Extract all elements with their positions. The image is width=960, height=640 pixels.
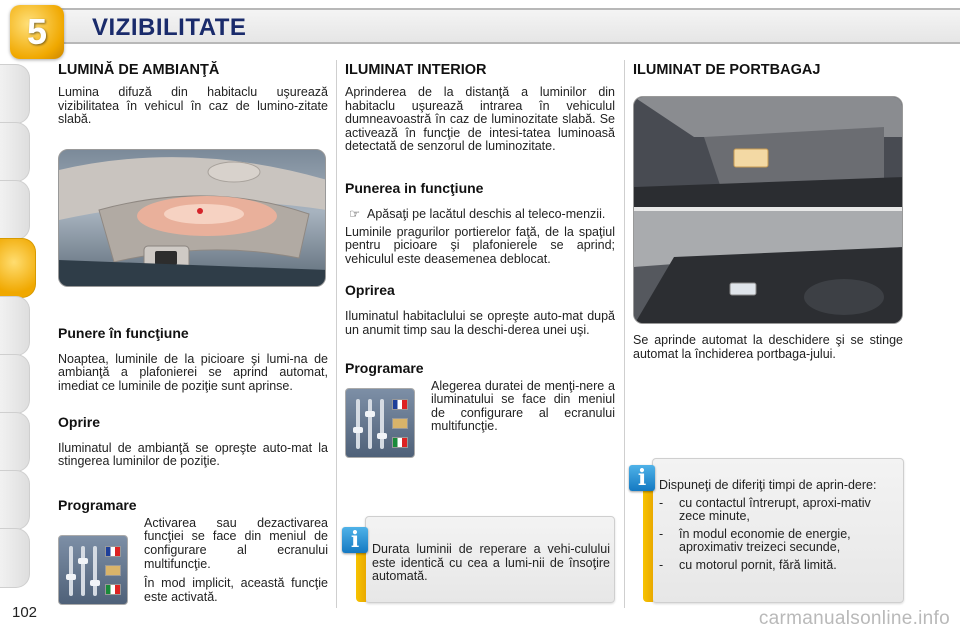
interior-info-text: Durata luminii de reperare a vehi-culului este identică cu cea a lumi-nii de însoţire automată. [372, 542, 610, 584]
list-item [659, 559, 897, 573]
pointing-hand-icon: ☞ [349, 206, 361, 221]
column-divider [336, 60, 337, 608]
ambient-on-title: Punere în funcţiune [58, 324, 189, 341]
ceiling-light-photo [58, 149, 326, 287]
trunk-light-title: ILUMINAT DE PORTBAGAJ [633, 62, 821, 78]
interior-info-box [350, 516, 615, 603]
ambient-light-intro: Lumina difuză din habitaclu uşurează vizibilitatea în vehicul în caz de lumino-zitate slabă. [58, 85, 328, 127]
interior-off-title: Oprirea [345, 282, 395, 299]
ceiling-light-illustration [59, 150, 326, 287]
chapter-tab[interactable] [0, 470, 30, 530]
chapter-tab[interactable] [0, 122, 30, 182]
interior-prog-title: Programare [345, 359, 424, 376]
trunk-light-photo [633, 96, 903, 324]
interior-bullet [345, 208, 615, 222]
trunk-info-title: Dispuneţi de diferiţi timpi de aprin-dere: [659, 478, 877, 492]
page-number: 102 [12, 604, 38, 621]
info-icon: i [629, 465, 655, 491]
interior-light-column [345, 56, 615, 458]
list-item-text: cu contactul întrerupt, aproxi-mativ zece minute, [679, 495, 871, 524]
interior-prog-block [345, 380, 615, 458]
chapter-tab[interactable] [0, 412, 30, 472]
chapter-tab[interactable] [0, 528, 30, 588]
chapter-tab-active[interactable] [0, 238, 36, 298]
ambient-prog-title: Programare [58, 496, 137, 513]
interior-light-intro: Aprinderea de la distanţă a luminilor din habitaclu uşurează intrarea în vehiculul dumneavoastră în caz de luminozitate slabă. Se activează în funcţie de intesi-tatea luminoasă detectată de senzorul de luminozitate. [345, 85, 615, 154]
ambient-prog-block [58, 517, 328, 605]
chapter-tab[interactable] [0, 180, 30, 240]
chapter-tab[interactable] [0, 296, 30, 356]
ambient-default-text: În mod implicit, această funcţie este activată. [144, 576, 328, 604]
list-item-text: în modul economie de energie, aproximativ treizeci secunde, [679, 526, 851, 555]
ambient-off-title: Oprire [58, 413, 101, 430]
trunk-interior-illustration [634, 97, 903, 324]
ambient-light-column [58, 56, 328, 605]
watermark: carmanualsonline.info [758, 608, 950, 629]
page-title: VIZIBILITATE [92, 14, 247, 41]
column-divider [624, 60, 625, 608]
dash-mark: - [659, 557, 664, 572]
interior-on-title: Punerea in funcţiune [345, 179, 484, 196]
chapter-badge: 5 [10, 5, 64, 59]
ambient-light-title: LUMINĂ DE AMBIANŢĂ [58, 62, 220, 78]
list-item-text: cu motorul pornit, fără limită. [679, 557, 837, 572]
list-item [659, 528, 897, 555]
trunk-info-box [637, 458, 904, 603]
ambient-off-text: Iluminatul de ambianţă se opreşte auto-mat la stingerea luminilor de poziţie. [58, 440, 328, 469]
dash-mark: - [659, 495, 664, 510]
dash-mark: - [659, 526, 664, 541]
chapter-tab[interactable] [0, 64, 30, 124]
settings-sliders-icon [58, 535, 128, 605]
page-header [0, 0, 960, 52]
ambient-on-text: Noaptea, luminile de la picioare şi lumi-na de ambianţă a plafonierei se aprind automat, imediat ce luminile de poziţie sunt aprinse. [58, 351, 328, 393]
interior-light-title: ILUMINAT INTERIOR [345, 62, 487, 78]
trunk-light-text: Se aprinde automat la deschidere şi se stinge automat la închiderea portbaga-jului. [633, 333, 903, 361]
interior-prog-text: Alegerea duratei de menţi-nere a iluminatului se face din meniul de configurare al ecranului multifuncţie. [431, 378, 615, 434]
interior-bullet-text: Apăsaţi pe lacătul deschis al teleco-menzii. [367, 206, 606, 221]
interior-on-text: Luminile pragurilor portierelor faţă, de la spaţiul pentru picioare şi plafonierele se aprind; vehiculul este deasemenea deblocat. [345, 224, 615, 266]
interior-off-text: Iluminatul habitaclului se opreşte auto-mat după un anumit timp sau la deschi-derea unei uşi. [345, 309, 615, 337]
settings-sliders-icon [345, 388, 415, 458]
list-item [659, 497, 897, 524]
trunk-info-content [659, 479, 897, 573]
chapter-tabs [0, 64, 36, 584]
trunk-light-column [633, 56, 903, 361]
info-icon: i [342, 527, 368, 553]
chapter-tab[interactable] [0, 354, 30, 414]
ambient-prog-text: Activarea sau dezactivarea funcţiei se face din meniul de configurare al ecranului multifuncţie. [144, 515, 328, 571]
